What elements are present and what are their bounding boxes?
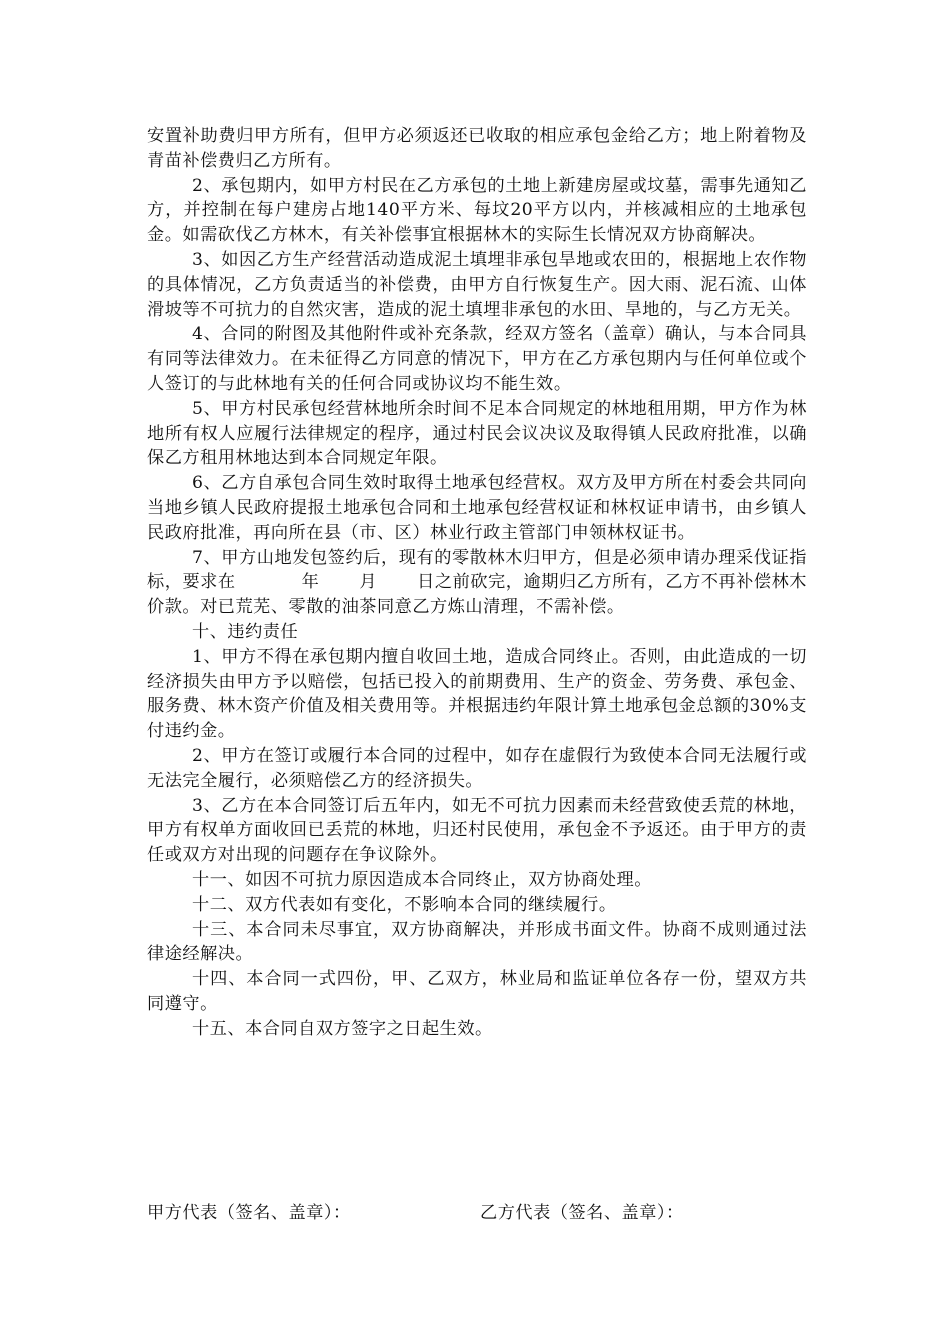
party-b-signature-label: 乙方代表（签名、盖章）：: [480, 1203, 684, 1223]
clause-7: [147, 546, 807, 620]
clause-7-after: 日之前砍完，逾期归乙方所有，乙方不再补偿林木价款。对已荒芜、零散的油茶同意乙方炼山清理，不需补偿。: [147, 572, 807, 618]
paragraph-continued: 安置补助费归甲方所有，但甲方必须返还已收取的相应承包金给乙方；地上附着物及青苗补偿费归乙方所有。: [147, 126, 807, 171]
clause-2: 2、承包期内，如甲方村民在乙方承包的土地上新建房屋或坟墓，需事先通知乙方，并控制在每户建房占地140平方米、每坟20平方以内，并核减相应的土地承包金。如需砍伐乙方林木，有关补偿事宜根据林木的实际生长情况双方协商解决。: [147, 175, 807, 246]
breach-clause-1: 1、甲方不得在承包期内擅自收回土地，造成合同终止。否则，由此造成的一切经济损失由甲方予以赔偿，包括已投入的前期费用、生产的资金、劳务费、承包金、服务费、林木资产价值及相关费用等。并根据违约年限计算土地承包金总额的30%支付违约金。: [147, 646, 807, 742]
clause-15: 十五、本合同自双方签字之日起生效。: [192, 1018, 493, 1039]
clause-5: 5、甲方村民承包经营林地所余时间不足本合同规定的林地租用期，甲方作为林地所有权人应履行法律规定的程序，通过村民会议决议及取得镇人民政府批准，以确保乙方租用林地达到本合同规定年限。: [147, 398, 807, 469]
breach-clause-2: 2、甲方在签订或履行本合同的过程中，如存在虚假行为致使本合同无法履行或无法完全履行，必须赔偿乙方的经济损失。: [147, 745, 807, 791]
clause-13: 十三、本合同未尽事宜，双方协商解决，并形成书面文件。协商不成则通过法律途经解决。: [147, 919, 807, 965]
clause-12: 十二、双方代表如有变化，不影响本合同的继续履行。: [192, 894, 617, 915]
clause-7-before: 7、甲方山地发包签约后，现有的零散林木归甲方，但是必须申请办理采伐证指标，要求在: [147, 547, 807, 593]
clause-11: 十一、如因不可抗力原因造成本合同终止，双方协商处理。: [192, 869, 652, 890]
clause-3: 3、如因乙方生产经营活动造成泥土填埋非承包旱地或农田的，根据地上农作物的具体情况，乙方负责适当的补偿费，由甲方自行恢复生产。因大雨、泥石流、山体滑坡等不可抗力的自然灾害，造成的泥土填埋非承包的水田、旱地的，与乙方无关。: [147, 249, 807, 320]
section-ten-title: 十、违约责任: [192, 621, 299, 642]
year-label: 年: [301, 572, 320, 593]
clause-6: 6、乙方自承包合同生效时取得土地承包经营权。双方及甲方所在村委会共同向当地乡镇人民政府提报土地承包合同和土地承包经营权证和林权证申请书，由乡镇人民政府批准，再向所在县（市、区）林业行政主管部门申领林权证书。: [147, 473, 807, 543]
breach-clause-3: 3、乙方在本合同签订后五年内，如无不可抗力因素而未经营致使丢荒的林地，甲方有权单方面收回已丢荒的林地，归还村民使用，承包金不予返还。由于甲方的责任或双方对出现的问题存在争议除外。: [147, 795, 807, 866]
clause-14: 十四、本合同一式四份，甲、乙双方，林业局和监证单位各存一份，望双方共同遵守。: [147, 969, 807, 1014]
contract-body: [147, 124, 807, 1041]
month-label: 月: [359, 572, 378, 593]
clause-4: 4、合同的附图及其他附件或补充条款，经双方签名（盖章）确认，与本合同具有同等法律效力。在未征得乙方同意的情况下，甲方在乙方承包期内与任何单位或个人签订的与此林地有关的任何合同或协议均不能生效。: [147, 324, 807, 394]
party-a-signature-label: 甲方代表（签名、盖章）：: [147, 1203, 351, 1223]
